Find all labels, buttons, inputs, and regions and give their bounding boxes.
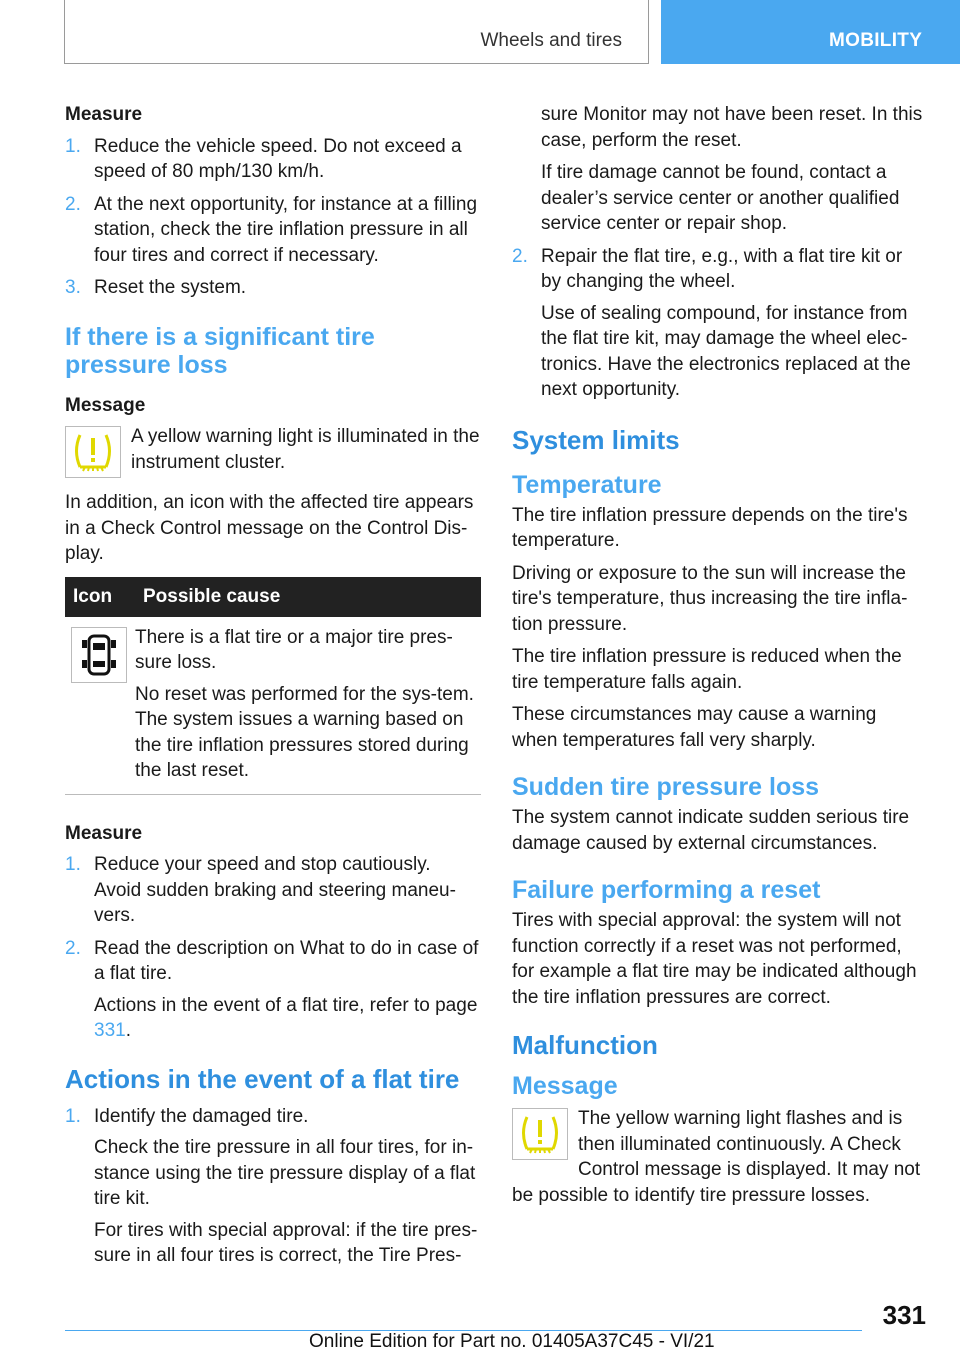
warning-light-row: [65, 424, 481, 482]
temperature-text-1: The tire inflation pressure depends on the tire's temperature.: [512, 504, 908, 551]
temperature-text-3: The tire inflation pressure is reduced when the tire temperature falls again.: [512, 646, 902, 693]
list-item: 3. Reset the system.: [65, 277, 247, 298]
table-header-row: [65, 577, 481, 617]
addition-text: In addition, an icon with the affected tire appears in a Check Control message on the Control Dis-play.: [65, 492, 474, 564]
cause-table: [65, 577, 481, 795]
continued-text: sure Monitor may not have been reset. In this case, perform the reset.: [541, 104, 923, 151]
tire-pressure-warning-icon: [512, 1108, 568, 1160]
header-chapter-title: MOBILITY: [829, 30, 923, 51]
page-number: 331: [882, 1300, 926, 1330]
table-row: [65, 617, 481, 795]
cause-text-1: There is a flat tire or a major tire pres-sure loss.: [135, 626, 453, 673]
temperature-text-2: Driving or exposure to the sun will increase the tire's temperature, thus increasing the tire infla-tion pressure.: [512, 562, 908, 635]
continued-text-2: If tire damage cannot be found, contact a dealer’s service center or another qualified service center or repair shop.: [541, 162, 900, 234]
heading-system-limits: System limits: [512, 424, 680, 455]
sudden-loss-text: The system cannot indicate sudden serious tire damage caused by external circumstances.: [512, 807, 910, 854]
heading-failure-reset: Failure performing a reset: [512, 876, 821, 904]
measure-label-2: Measure: [65, 822, 143, 844]
list-item: 1. Reduce the vehicle speed. Do not exceed a speed of 80 mph/130 km/h.: [65, 135, 462, 182]
measure-steps: [65, 134, 481, 301]
measure-steps-2: [65, 852, 481, 1044]
heading-message: Message: [512, 1072, 618, 1100]
list-item: 2. At the next opportunity, for instance at a filling station, check the tire inflation pressure in all four tires and correct if necessary.: [65, 193, 478, 266]
list-item: 1. Reduce your speed and stop cautiously. Avoid sudden braking and steering maneu-vers.: [65, 854, 456, 926]
list-item: 2. Repair the flat tire, e.g., with a flat tire kit or by changing the wheel. Use of sealing compound, for instance from the flat tire kit, may damage the wheel elec-tronics. Have the electronics replaced at the next opportunity.: [512, 245, 911, 400]
list-item: 1. Identify the damaged tire. Check the tire pressure in all four tires, for in-stance using the tire pressure display of a flat tire kit. For tires with special approval: if the tire pres-sure in all four tires is correct, the Tire Pres-: [65, 1105, 478, 1266]
heading-significant-loss: If there is a significant tire pressure loss: [65, 322, 375, 379]
failure-reset-text: Tires with special approval: the system will not function correctly if a reset was not performed, for example a flat tire may be indicated although the tire inflation pressures are correct.: [512, 910, 917, 1008]
table-header-icon: Icon: [65, 577, 135, 617]
header-section-box: [64, 0, 649, 64]
actions-steps: [65, 1104, 481, 1269]
right-column: [512, 102, 926, 1215]
measure-label: Measure: [65, 104, 143, 125]
left-column: [65, 102, 481, 1276]
heading-temperature: Temperature: [512, 470, 662, 499]
table-header-cause: Possible cause: [135, 577, 481, 617]
warning-light-text: A yellow warning light is illuminated in the instrument cluster.: [131, 426, 480, 473]
header-section-title: Wheels and tires: [480, 30, 622, 51]
malfunction-row: [512, 1106, 926, 1208]
malfunction-text: The yellow warning light flashes and is then illuminated continuously. A Check Control message is displayed. It may not be possible to identify tire pressure losses.: [512, 1108, 921, 1206]
flat-tire-car-icon: [71, 627, 127, 683]
footer-edition: Online Edition for Part no. 01405A37C45 - VI/21: [309, 1331, 715, 1352]
actions-steps-cont: [512, 244, 926, 403]
page-reference-link[interactable]: 331: [94, 1020, 126, 1041]
heading-malfunction: Malfunction: [512, 1030, 658, 1060]
temperature-text-4: These circumstances may cause a warning when temperatures fall very sharply.: [512, 704, 877, 751]
cause-text-2: No reset was performed for the sys-tem. The system issues a warning based on the tire inflation pressures stored during the last reset.: [135, 683, 474, 781]
list-item: 2. Read the description on What to do in case of a flat tire. Actions in the event of a flat tire, refer to page 331.: [65, 937, 479, 1041]
heading-sudden-loss: Sudden tire pressure loss: [512, 773, 820, 801]
message-label: Message: [65, 394, 146, 416]
tire-pressure-warning-icon: [65, 426, 121, 478]
heading-actions-flat-tire: Actions in the event of a flat tire: [65, 1063, 460, 1094]
